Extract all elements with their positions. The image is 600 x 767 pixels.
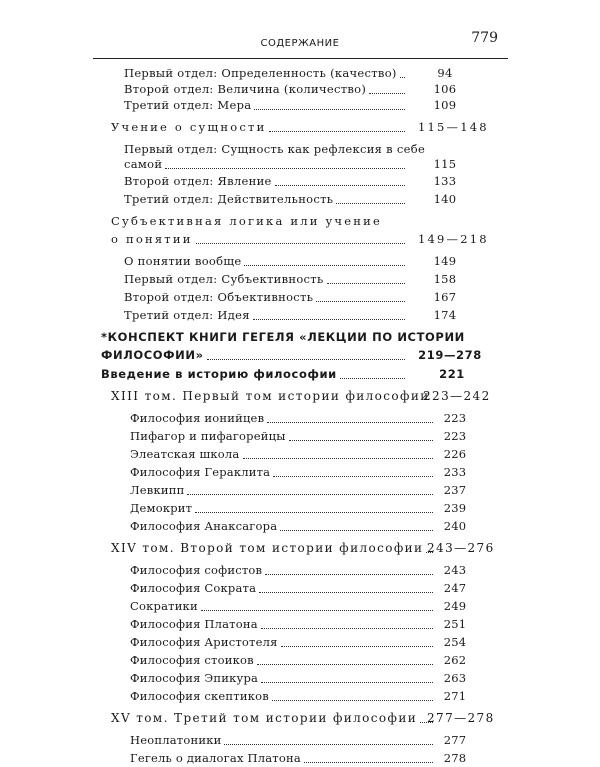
toc-entry-title: XV том. Третий том истории философии	[111, 711, 418, 725]
toc-entry-page: 240	[443, 519, 467, 533]
toc-entry-title: Философия Эпикура	[130, 671, 259, 685]
toc-entry	[0, 214, 600, 230]
toc-entry-page: 115—148	[418, 120, 489, 134]
toc-entry-title: Первый отдел: Определенность (качество)	[124, 66, 397, 80]
toc-entry	[0, 232, 600, 248]
toc-entry-title: Левкипп	[130, 483, 185, 497]
toc-dot-leader	[267, 422, 433, 423]
toc-entry-page: 149—218	[418, 232, 489, 246]
toc-entry-title: Неоплатоники	[130, 733, 222, 747]
toc-entry	[0, 751, 600, 767]
toc-entry-title: Сократики	[130, 599, 198, 613]
toc-dot-leader	[340, 378, 405, 379]
toc-entry-title: Третий отдел: Мера	[124, 98, 252, 112]
toc-entry-page: 247	[443, 581, 467, 595]
toc-entry-page: 223—242	[423, 389, 491, 403]
toc-dot-leader	[400, 77, 405, 78]
toc-entry	[0, 411, 600, 427]
toc-entry-title: Философия Аристотеля	[130, 635, 278, 649]
toc-entry	[0, 254, 600, 270]
toc-dot-leader	[369, 93, 405, 94]
toc-entry-page: 271	[443, 689, 467, 703]
toc-dot-leader	[280, 530, 433, 531]
toc-entry-page: 221	[439, 367, 465, 381]
toc-dot-leader	[261, 628, 433, 629]
toc-dot-leader	[187, 494, 433, 495]
toc-entry	[0, 733, 600, 749]
toc-entry	[0, 192, 600, 208]
toc-entry-title: Первый отдел: Сущность как рефлексия в себе	[124, 142, 426, 156]
toc-entry	[0, 272, 600, 288]
toc-entry-page: 262	[443, 653, 467, 667]
toc-entry-page: 174	[433, 308, 457, 322]
toc-entry-title: Учение о сущности	[111, 120, 267, 134]
toc-entry-title: Субъективная логика или учение	[111, 214, 382, 228]
toc-entry-page: 223	[443, 411, 467, 425]
toc-entry-title: *КОНСПЕКТ КНИГИ ГЕГЕЛЯ «ЛЕКЦИИ ПО ИСТОРИИ	[101, 330, 465, 344]
toc-entry-title: Философия скептиков	[130, 689, 269, 703]
toc-dot-leader	[281, 646, 433, 647]
toc-dot-leader	[257, 664, 433, 665]
toc-entry-title: Элеатская школа	[130, 447, 240, 461]
toc-entry-page: 106	[433, 82, 457, 96]
toc-dot-leader	[327, 283, 405, 284]
toc-dot-leader	[289, 440, 433, 441]
toc-entry	[0, 541, 600, 557]
toc-dot-leader	[207, 359, 405, 360]
toc-entry-title: Введение в историю философии	[101, 367, 337, 381]
toc-entry	[0, 483, 600, 499]
toc-entry-title: Философия Платона	[130, 617, 258, 631]
toc-entry	[0, 66, 600, 82]
toc-entry-page: 277	[443, 733, 467, 747]
toc-entry-page: 149	[433, 254, 457, 268]
toc-entry	[0, 671, 600, 687]
toc-entry	[0, 465, 600, 481]
toc-entry-title: Пифагор и пифагорейцы	[130, 429, 286, 443]
toc-entry-page: 233	[443, 465, 467, 479]
toc-entry-page: 277—278	[427, 711, 495, 725]
toc-entry-title: Второй отдел: Объективность	[124, 290, 314, 304]
toc-entry	[0, 98, 600, 114]
toc-entry-page: 158	[433, 272, 457, 286]
toc-entry	[0, 120, 600, 136]
toc-dot-leader	[253, 319, 405, 320]
toc-entry	[0, 653, 600, 669]
toc-entry	[0, 308, 600, 324]
toc-entry	[0, 563, 600, 579]
page-number: 779	[471, 30, 498, 46]
toc-entry-title: Демокрит	[130, 501, 193, 515]
toc-dot-leader	[261, 682, 433, 683]
toc-dot-leader	[259, 592, 433, 593]
toc-dot-leader	[316, 301, 405, 302]
toc-entry-page: 167	[433, 290, 457, 304]
toc-dot-leader	[201, 610, 433, 611]
toc-entry	[0, 290, 600, 306]
toc-dot-leader	[196, 243, 405, 244]
toc-dot-leader	[243, 458, 433, 459]
toc-entry	[0, 174, 600, 190]
toc-entry	[0, 599, 600, 615]
header-rule	[93, 58, 508, 59]
toc-entry	[0, 711, 600, 727]
toc-entry	[0, 82, 600, 98]
toc-dot-leader	[265, 574, 433, 575]
page-header-title: СОДЕРЖАНИЕ	[260, 38, 340, 49]
toc-dot-leader	[273, 476, 433, 477]
toc-entry-title: О понятии вообще	[124, 254, 242, 268]
toc-entry-page: 263	[443, 671, 467, 685]
toc-entry-title: ФИЛОСОФИИ»	[101, 348, 204, 362]
toc-entry	[0, 330, 600, 346]
toc-entry-page: 223	[443, 429, 467, 443]
toc-entry-page: 226	[443, 447, 467, 461]
toc-entry-title: о понятии	[111, 232, 193, 246]
toc-entry-page: 278	[443, 751, 467, 765]
toc-entry-title: Гегель о диалогах Платона	[130, 751, 301, 765]
toc-entry-title: Философия Анаксагора	[130, 519, 278, 533]
toc-entry-page: 115	[433, 157, 457, 171]
toc-entry	[0, 447, 600, 463]
toc-entry-title: XIV том. Второй том истории философии	[111, 541, 424, 555]
toc-entry-page: 254	[443, 635, 467, 649]
toc-entry-title: Второй отдел: Величина (количество)	[124, 82, 367, 96]
toc-entry-page: 249	[443, 599, 467, 613]
toc-entry-page: 243—276	[427, 541, 495, 555]
toc-entry	[0, 689, 600, 705]
toc-entry	[0, 635, 600, 651]
toc-entry	[0, 617, 600, 633]
toc-entry-page: 239	[443, 501, 467, 515]
toc-dot-leader	[224, 744, 433, 745]
toc-entry-page: 251	[443, 617, 467, 631]
toc-entry	[0, 581, 600, 597]
toc-entry	[0, 367, 600, 383]
toc-dot-leader	[244, 265, 405, 266]
toc-entry	[0, 142, 600, 158]
toc-entry	[0, 519, 600, 535]
toc-entry-page: 109	[433, 98, 457, 112]
toc-dot-leader	[165, 168, 405, 169]
toc-dot-leader	[195, 512, 433, 513]
toc-entry-page: 140	[433, 192, 457, 206]
toc-entry-title: Второй отдел: Явление	[124, 174, 272, 188]
toc-entry-title: Первый отдел: Субъективность	[124, 272, 324, 286]
toc-entry-page: 237	[443, 483, 467, 497]
toc-entry-title: Философия стоиков	[130, 653, 254, 667]
toc-entry-page: 94	[437, 66, 453, 80]
toc-dot-leader	[254, 109, 405, 110]
toc-entry	[0, 501, 600, 517]
toc-entry-title: Философия Гераклита	[130, 465, 271, 479]
toc-entry-title: Философия Сократа	[130, 581, 257, 595]
toc-dot-leader	[336, 203, 405, 204]
toc-entry-title: Философия ионийцев	[130, 411, 265, 425]
toc-dot-leader	[269, 131, 405, 132]
toc-dot-leader	[275, 185, 405, 186]
toc-entry-page: 133	[433, 174, 457, 188]
toc-entry	[0, 389, 600, 405]
toc-entry-title: Третий отдел: Идея	[124, 308, 250, 322]
toc-dot-leader	[304, 762, 433, 763]
toc-entry-title: Третий отдел: Действительность	[124, 192, 334, 206]
toc-entry-title: самой	[124, 157, 163, 171]
toc-entry-title: XIII том. Первый том истории философии	[111, 389, 430, 403]
toc-entry-page: 243	[443, 563, 467, 577]
toc-entry-page: 219—278	[418, 348, 482, 362]
toc-entry-title: Философия софистов	[130, 563, 263, 577]
toc-entry	[0, 429, 600, 445]
toc-entry	[0, 348, 600, 364]
toc-dot-leader	[272, 700, 433, 701]
toc-entry	[0, 157, 600, 173]
